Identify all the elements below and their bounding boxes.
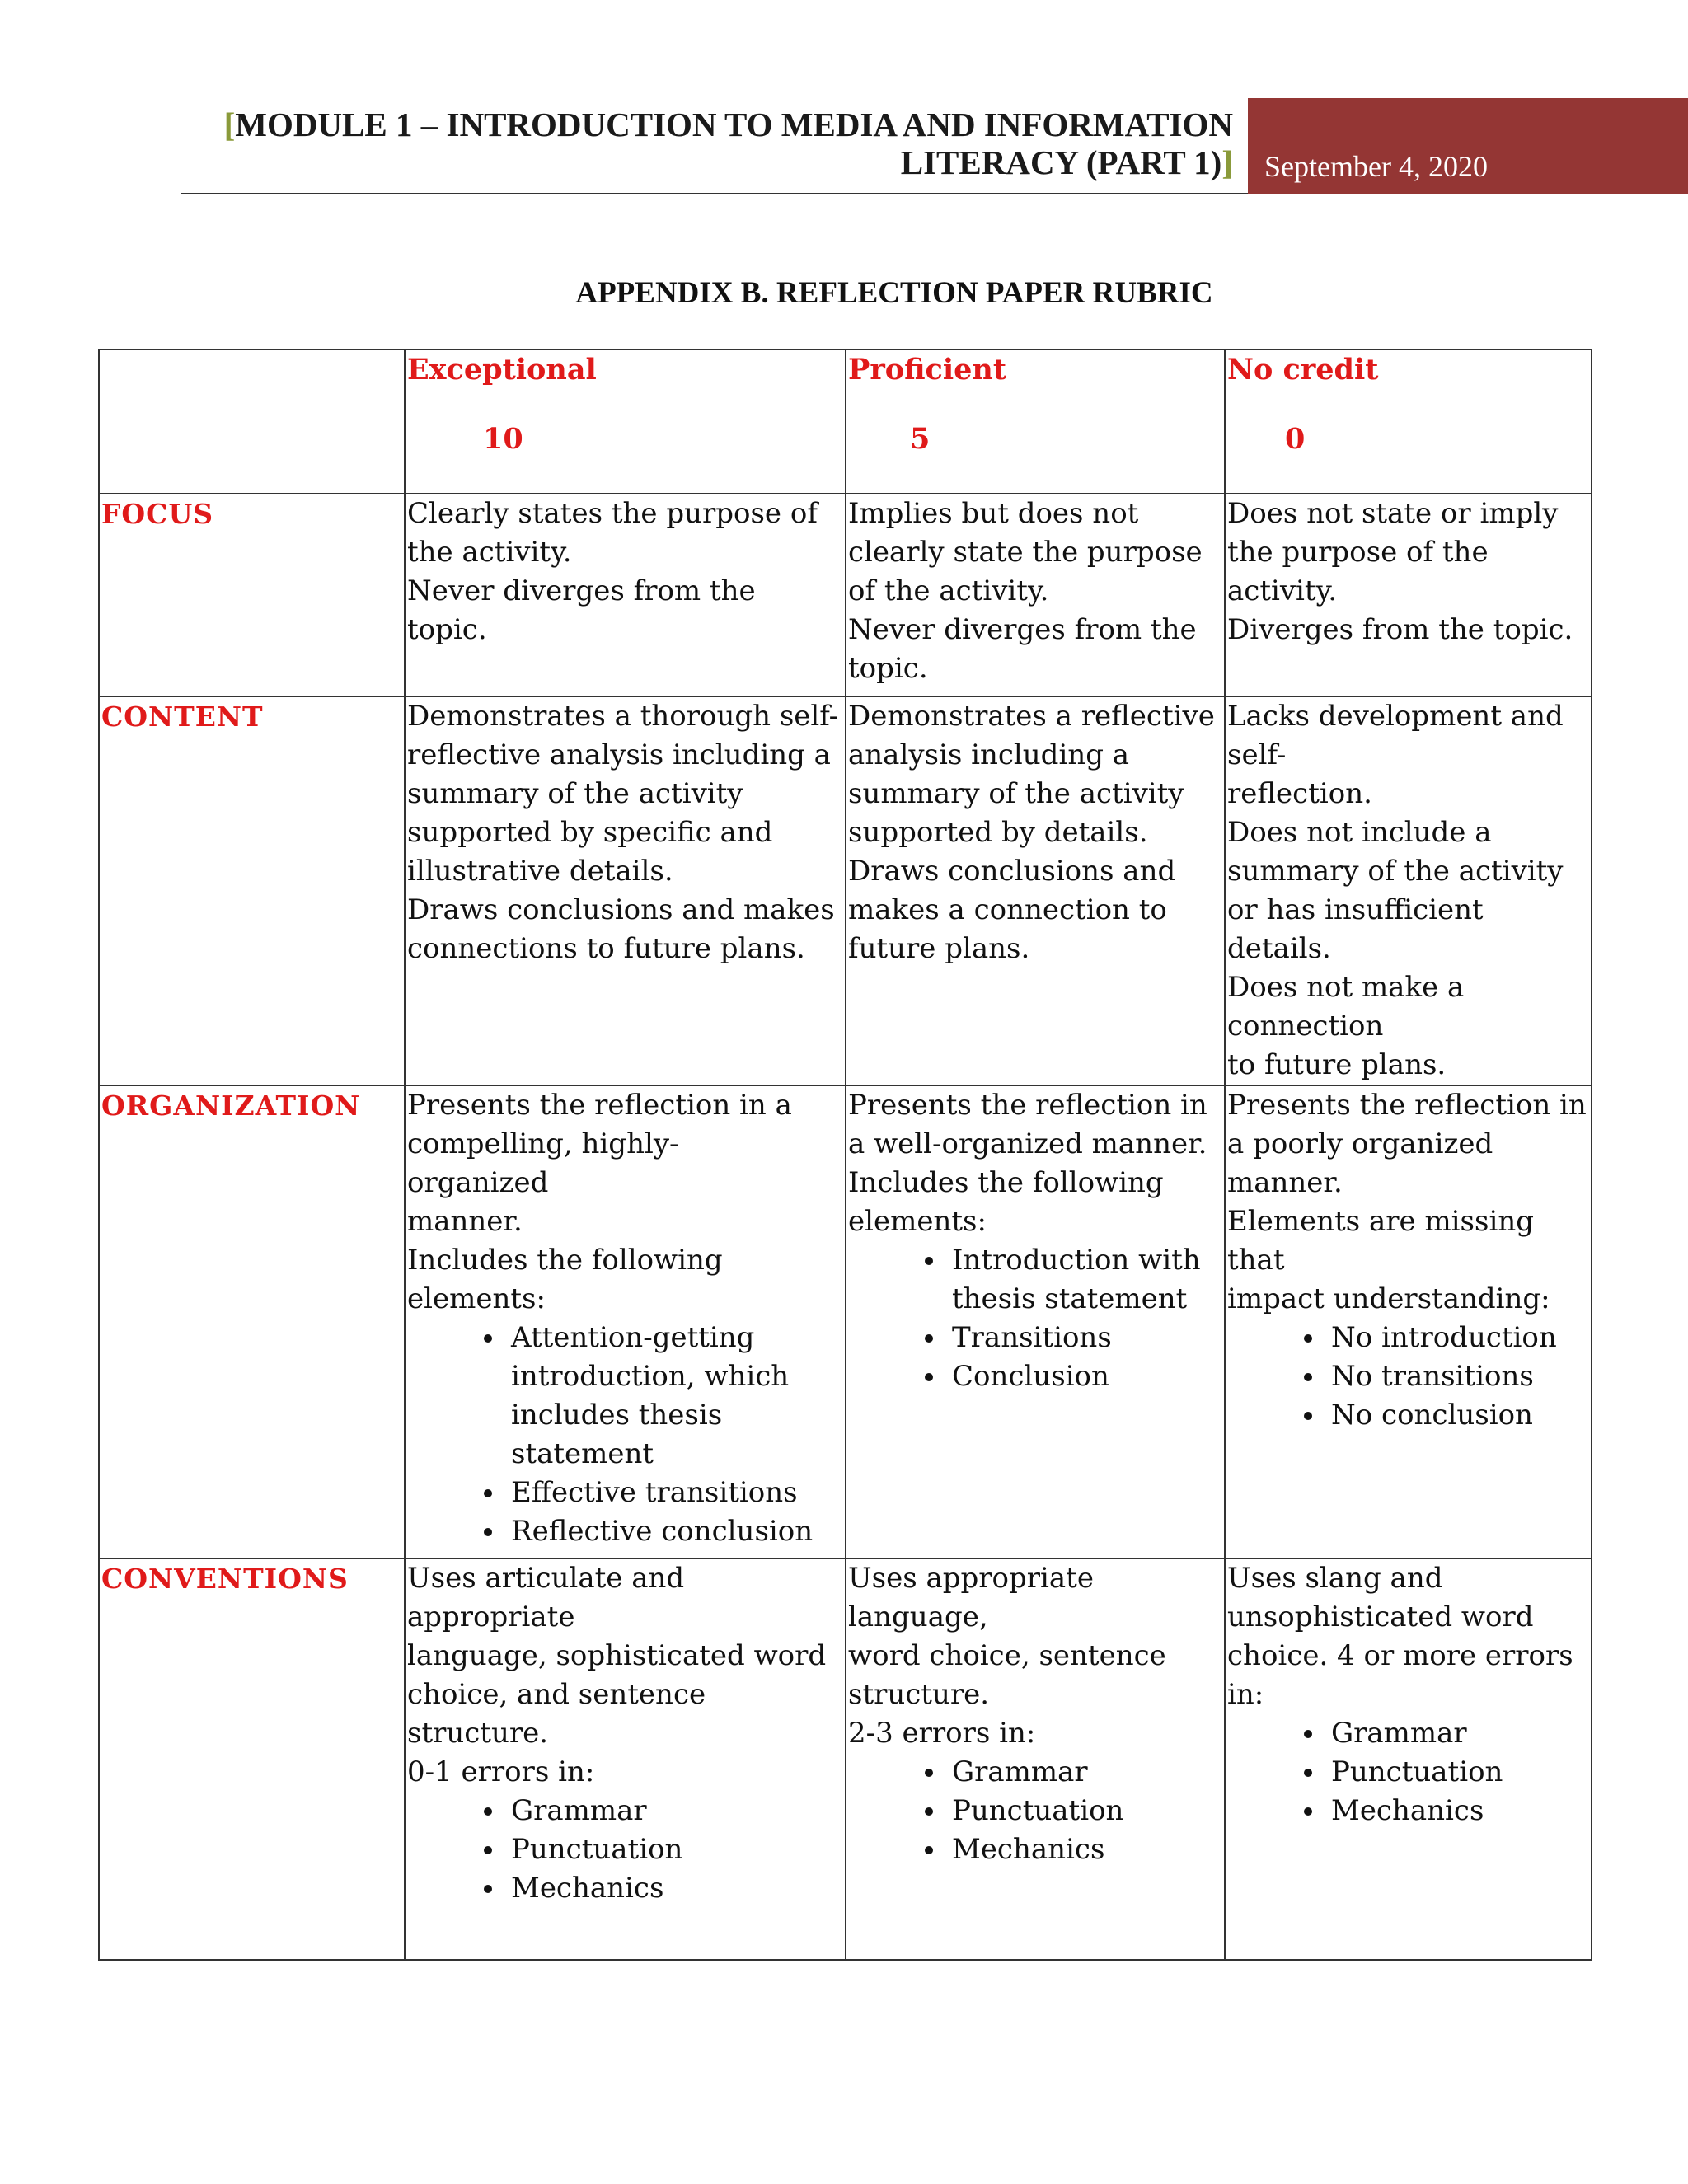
cell-line: language,: [848, 1601, 988, 1633]
cell-line: a well-organized manner.: [848, 1127, 1207, 1160]
cell-line: manner.: [1227, 1166, 1343, 1199]
cell-line: Uses articulate and: [407, 1562, 685, 1595]
cell-line: the activity.: [407, 536, 572, 569]
cell-line: supported by details.: [848, 816, 1148, 849]
cell-line: a poorly organized: [1227, 1127, 1493, 1160]
bullet-item: • Punctuation: [947, 1792, 1222, 1830]
cell-line: elements:: [848, 1205, 987, 1238]
date-box: [1248, 98, 1688, 194]
bullet-item: • Attention-getting introduction, which includes thesis statement: [506, 1319, 843, 1474]
rubric-cell: [405, 1558, 846, 1960]
rubric-row-conventions: [99, 1558, 1592, 1960]
cell-line: structure.: [848, 1678, 990, 1711]
cell-line: Uses appropriate: [848, 1562, 1094, 1595]
rubric-cell: [846, 1085, 1225, 1558]
bullet-item: • Mechanics: [947, 1830, 1222, 1869]
cell-line: unsophisticated word: [1227, 1601, 1534, 1633]
rubric-table: [98, 349, 1592, 1961]
level-score: 0: [1285, 422, 1306, 456]
level-score: 5: [910, 422, 931, 456]
cell-line: Presents the reflection in a: [407, 1089, 792, 1122]
rubric-cell: [1225, 494, 1592, 696]
cell-line: or has insufficient details.: [1227, 893, 1484, 965]
cell-line: Lacks development and: [1227, 700, 1564, 733]
cell-line: future plans.: [848, 932, 1030, 965]
criterion-label: FOCUS: [101, 498, 214, 530]
level-exceptional: [405, 349, 846, 494]
cell-line: Draws conclusions and: [848, 855, 1176, 888]
rubric-header-row: [99, 349, 1592, 494]
bullet-list: [407, 1319, 843, 1551]
appendix-title: APPENDIX B. REFLECTION PAPER RUBRIC: [575, 276, 1213, 310]
cell-line: in:: [1227, 1678, 1264, 1711]
cell-line: summary of the activity: [1227, 855, 1564, 888]
cell-line: reflection.: [1227, 777, 1372, 810]
cell-line: language, sophisticated word: [407, 1639, 827, 1672]
criterion-label: CONTENT: [101, 701, 264, 733]
bullet-item: • Punctuation: [506, 1830, 843, 1869]
cell-line: appropriate: [407, 1601, 575, 1633]
bullet-list: [407, 1792, 843, 1908]
cell-line: choice, and sentence structure.: [407, 1678, 706, 1750]
bullet-item: • Transitions: [947, 1319, 1222, 1357]
bullet-item: • Punctuation: [1326, 1753, 1589, 1792]
cell-line: clearly state the purpose: [848, 536, 1203, 569]
bracket-open: [: [223, 105, 236, 143]
cell-line: Includes the following: [407, 1244, 723, 1277]
cell-line: Clearly states the purpose of: [407, 497, 818, 530]
criterion-cell: [99, 1558, 405, 1960]
cell-line: organized: [407, 1166, 549, 1199]
bullet-item: • Grammar: [506, 1792, 843, 1830]
cell-line: Presents the reflection in: [848, 1089, 1207, 1122]
level-name: No credit: [1227, 353, 1379, 387]
cell-line: Demonstrates a thorough self-: [407, 700, 839, 733]
rubric-row-focus: [99, 494, 1592, 696]
cell-line: Does not include a: [1227, 816, 1492, 849]
criterion-cell: [99, 1085, 405, 1558]
header-empty-cell: [99, 349, 405, 494]
bullet-item: • Reflective conclusion: [506, 1512, 843, 1551]
bullet-item: • No introduction: [1326, 1319, 1589, 1357]
cell-line: analysis including a: [848, 738, 1130, 771]
bullet-list: [848, 1753, 1222, 1869]
cell-line: reflective analysis including a: [407, 738, 831, 771]
module-title: [181, 105, 1233, 181]
cell-line: Elements are missing: [1227, 1205, 1534, 1238]
cell-line: self-: [1227, 738, 1287, 771]
cell-line: compelling, highly-: [407, 1127, 679, 1160]
bullet-item: • Mechanics: [1326, 1792, 1589, 1830]
cell-line: Diverges from the topic.: [1227, 613, 1573, 646]
cell-line: Does not make a: [1227, 971, 1465, 1004]
cell-line: that: [1227, 1244, 1285, 1277]
criterion-cell: [99, 696, 405, 1085]
level-name: Proficient: [848, 353, 1007, 387]
cell-line: illustrative details.: [407, 855, 673, 888]
bullet-item: • No conclusion: [1326, 1396, 1589, 1435]
rubric-row-content: [99, 696, 1592, 1085]
cell-line: supported by specific and: [407, 816, 773, 849]
cell-line: summary of the activity: [848, 777, 1184, 810]
module-title-line1: MODULE 1 – INTRODUCTION TO MEDIA AND INFORMATION: [235, 105, 1233, 143]
cell-line: Does not state or imply: [1227, 497, 1559, 530]
cell-line: Never diverges from the: [848, 613, 1197, 646]
criterion-cell: [99, 494, 405, 696]
level-name: Exceptional: [407, 353, 597, 387]
bullet-item: • Grammar: [947, 1753, 1222, 1792]
cell-line: word choice, sentence: [848, 1639, 1166, 1672]
cell-line: topic.: [848, 652, 928, 685]
bullet-item: • Introduction with thesis statement: [947, 1241, 1222, 1319]
rubric-cell: [1225, 696, 1592, 1085]
bullet-list: [1227, 1714, 1589, 1830]
cell-line: activity.: [1227, 574, 1338, 607]
bracket-close: ]: [1221, 143, 1233, 181]
level-proficient: [846, 349, 1225, 494]
rubric-cell: [846, 1558, 1225, 1960]
rubric-row-organization: [99, 1085, 1592, 1558]
cell-line: 0-1 errors in:: [407, 1755, 595, 1788]
rubric-cell: [846, 494, 1225, 696]
cell-line: choice. 4 or more errors: [1227, 1639, 1573, 1672]
cell-line: Includes the following: [848, 1166, 1164, 1199]
cell-line: Draws conclusions and makes: [407, 893, 835, 926]
cell-line: to future plans.: [1227, 1048, 1447, 1081]
criterion-label: ORGANIZATION: [101, 1090, 361, 1122]
rubric-cell: [1225, 1085, 1592, 1558]
criterion-label: CONVENTIONS: [101, 1563, 349, 1595]
cell-line: of the activity.: [848, 574, 1049, 607]
level-no-credit: [1225, 349, 1592, 494]
cell-line: manner.: [407, 1205, 523, 1238]
bullet-list: [1227, 1319, 1589, 1435]
cell-line: elements:: [407, 1282, 546, 1315]
level-score: 10: [483, 422, 523, 456]
header-date: September 4, 2020: [1264, 150, 1488, 183]
bullet-item: • Grammar: [1326, 1714, 1589, 1753]
cell-line: Implies but does not: [848, 497, 1139, 530]
rubric-cell: [405, 1085, 846, 1558]
cell-line: Never diverges from the topic.: [407, 574, 756, 646]
module-title-line2: LITERACY (PART 1): [900, 143, 1222, 181]
header-rule: [181, 193, 1248, 194]
bullet-item: • Conclusion: [947, 1357, 1222, 1396]
cell-line: the purpose of the: [1227, 536, 1489, 569]
bullet-item: • No transitions: [1326, 1357, 1589, 1396]
bullet-list: [848, 1241, 1222, 1396]
cell-line: makes a connection to: [848, 893, 1167, 926]
cell-line: connection: [1227, 1010, 1384, 1043]
cell-line: 2-3 errors in:: [848, 1717, 1036, 1750]
bullet-item: • Mechanics: [506, 1869, 843, 1908]
rubric-cell: [405, 494, 846, 696]
cell-line: connections to future plans.: [407, 932, 805, 965]
rubric-cell: [1225, 1558, 1592, 1960]
cell-line: summary of the activity: [407, 777, 743, 810]
cell-line: Uses slang and: [1227, 1562, 1443, 1595]
cell-line: Demonstrates a reflective: [848, 700, 1215, 733]
cell-line: impact understanding:: [1227, 1282, 1550, 1315]
rubric-cell: [846, 696, 1225, 1085]
cell-line: Presents the reflection in: [1227, 1089, 1587, 1122]
rubric-cell: [405, 696, 846, 1085]
bullet-item: • Effective transitions: [506, 1474, 843, 1512]
